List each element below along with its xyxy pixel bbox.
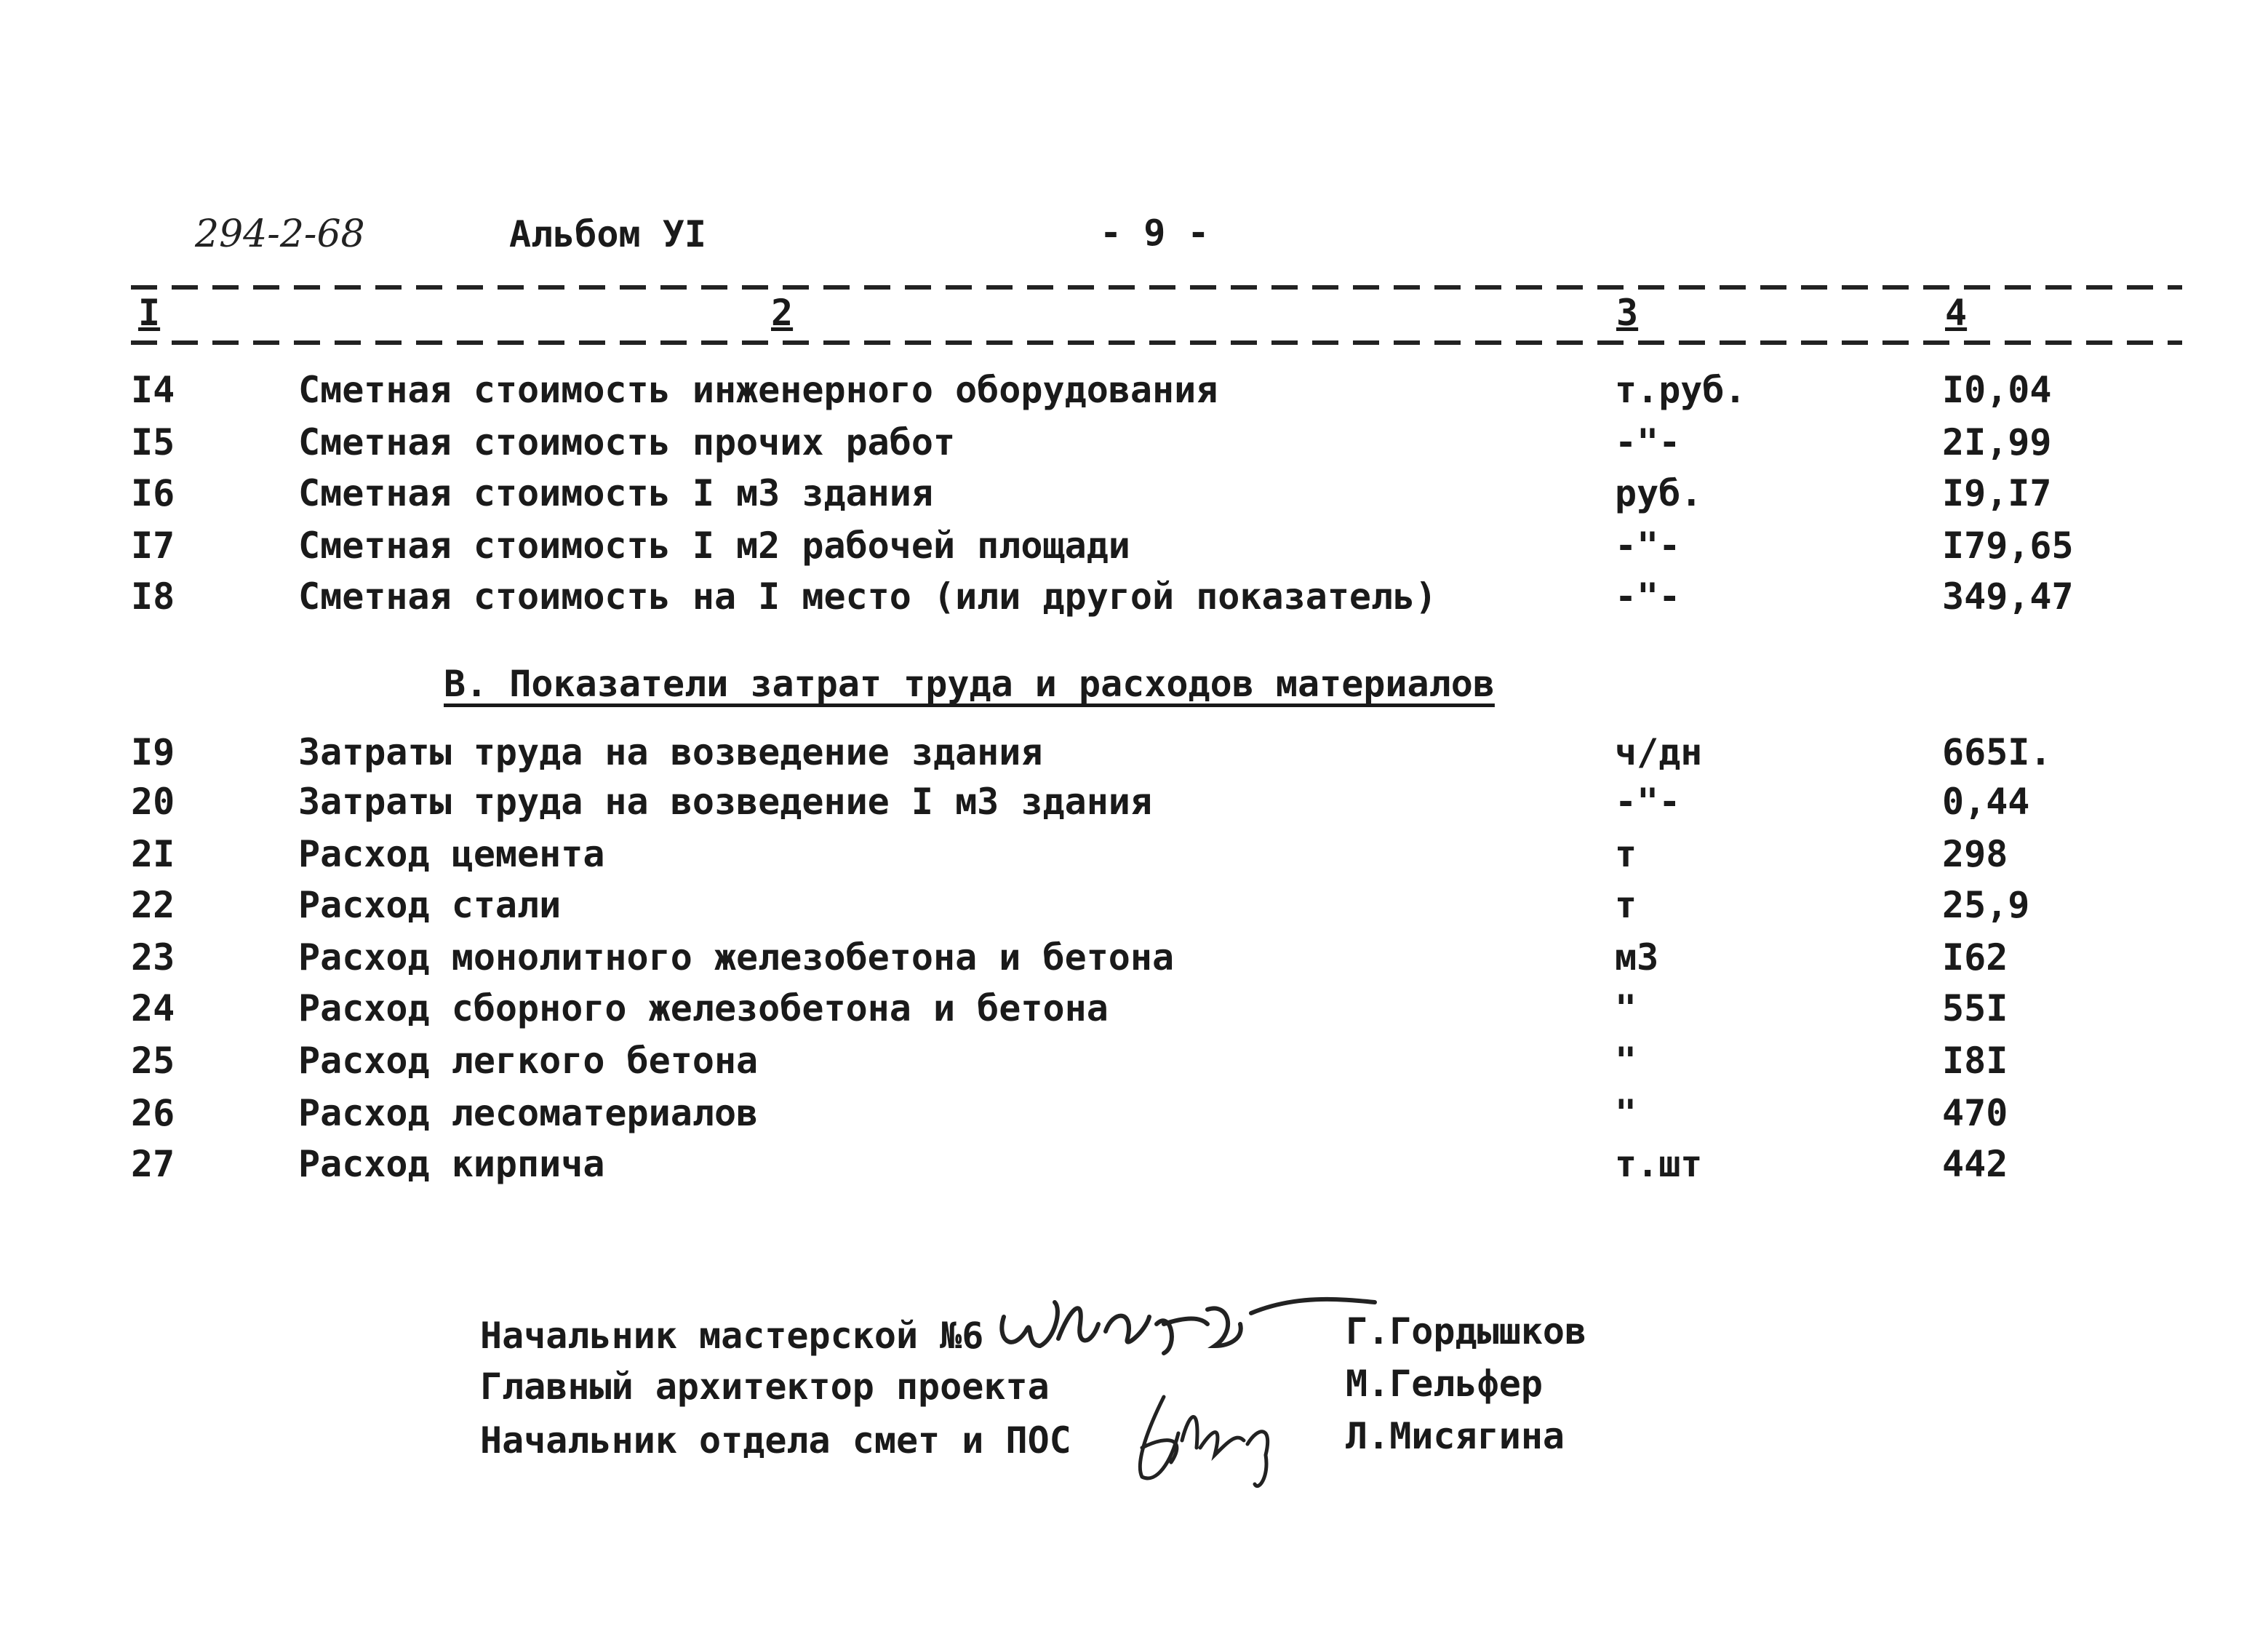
row-name: Сметная стоимость на I место (или другой показатель) <box>298 575 1437 618</box>
row-name: Расход легкого бетона <box>298 1040 759 1082</box>
page-number: - 9 - <box>1100 212 1210 254</box>
header-bottom-dashed-rule <box>131 340 2182 345</box>
row-value: 298 <box>1942 833 2008 875</box>
row-number: I4 <box>131 369 175 411</box>
row-number: 24 <box>131 987 175 1029</box>
column-header-3: 3 <box>1616 292 1639 334</box>
signature-name: М.Гельфер <box>1346 1363 1543 1405</box>
row-value: 25,9 <box>1942 884 2030 926</box>
row-number: 22 <box>131 884 175 926</box>
row-unit: -"- <box>1615 781 1681 823</box>
row-unit: -"- <box>1615 525 1681 567</box>
row-value: I9,I7 <box>1942 472 2052 514</box>
row-value: 442 <box>1942 1143 2008 1185</box>
row-number: I8 <box>131 575 175 618</box>
row-number: 2I <box>131 833 175 875</box>
row-name: Сметная стоимость I м2 рабочей площади <box>298 525 1130 567</box>
signature-role: Главный архитектор проекта <box>480 1366 1050 1408</box>
row-value: 470 <box>1942 1092 2008 1134</box>
handwritten-signature-1 <box>989 1280 1382 1368</box>
row-number: 25 <box>131 1040 175 1082</box>
row-unit: т.руб. <box>1615 369 1746 411</box>
row-number: I7 <box>131 525 175 567</box>
row-name: Расход монолитного железобетона и бетона <box>298 936 1175 979</box>
row-unit: т.шт <box>1615 1143 1703 1185</box>
row-value: I8I <box>1942 1040 2008 1082</box>
row-unit: " <box>1615 1040 1637 1082</box>
row-name: Расход стали <box>298 884 562 926</box>
row-value: 2I,99 <box>1942 421 2052 463</box>
row-name: Расход кирпича <box>298 1143 605 1185</box>
row-value: 665I. <box>1942 731 2052 773</box>
album-title: Альбом УI <box>509 213 706 255</box>
signature-role: Начальник отдела смет и ПОС <box>480 1419 1071 1462</box>
row-name: Сметная стоимость прочих работ <box>298 421 956 463</box>
row-name: Расход лесоматериалов <box>298 1092 759 1134</box>
row-value: I79,65 <box>1942 525 2074 567</box>
row-number: 26 <box>131 1092 175 1134</box>
column-header-2: 2 <box>771 292 794 334</box>
row-name: Расход цемента <box>298 833 605 875</box>
row-value: 55I <box>1942 987 2008 1029</box>
row-number: 27 <box>131 1143 175 1185</box>
signature-role: Начальник мастерской №6 <box>480 1315 984 1357</box>
row-number: 20 <box>131 781 175 823</box>
row-unit: -"- <box>1615 575 1681 618</box>
row-name: Расход сборного железобетона и бетона <box>298 987 1109 1029</box>
top-dashed-rule <box>131 285 2182 290</box>
row-number: 23 <box>131 936 175 979</box>
row-unit: " <box>1615 987 1637 1029</box>
row-unit: ч/дн <box>1615 731 1703 773</box>
row-name: Сметная стоимость I м3 здания <box>298 472 933 514</box>
column-header-4: 4 <box>1945 292 1968 334</box>
row-name: Затраты труда на возведение I м3 здания <box>298 781 1152 823</box>
row-unit: м3 <box>1615 936 1659 979</box>
row-number: I9 <box>131 731 175 773</box>
row-name: Затраты труда на возведение здания <box>298 731 1043 773</box>
row-value: 0,44 <box>1942 781 2030 823</box>
row-value: I62 <box>1942 936 2008 979</box>
handwritten-signature-2 <box>1120 1382 1309 1491</box>
row-name: Сметная стоимость инженерного оборудования <box>298 369 1218 411</box>
row-unit: -"- <box>1615 421 1681 463</box>
section-title: В. Показатели затрат труда и расходов материалов <box>444 663 1495 705</box>
signature-name: Г.Гордышков <box>1346 1310 1587 1352</box>
row-number: I5 <box>131 421 175 463</box>
row-value: I0,04 <box>1942 369 2052 411</box>
row-unit: т <box>1615 833 1637 875</box>
column-header-1: I <box>138 292 161 334</box>
row-unit: " <box>1615 1092 1637 1134</box>
row-unit: т <box>1615 884 1637 926</box>
document-code: 294-2-68 <box>195 212 365 256</box>
row-number: I6 <box>131 472 175 514</box>
row-value: 349,47 <box>1942 575 2074 618</box>
row-unit: руб. <box>1615 472 1703 514</box>
signature-name: Л.Мисягина <box>1346 1415 1565 1457</box>
